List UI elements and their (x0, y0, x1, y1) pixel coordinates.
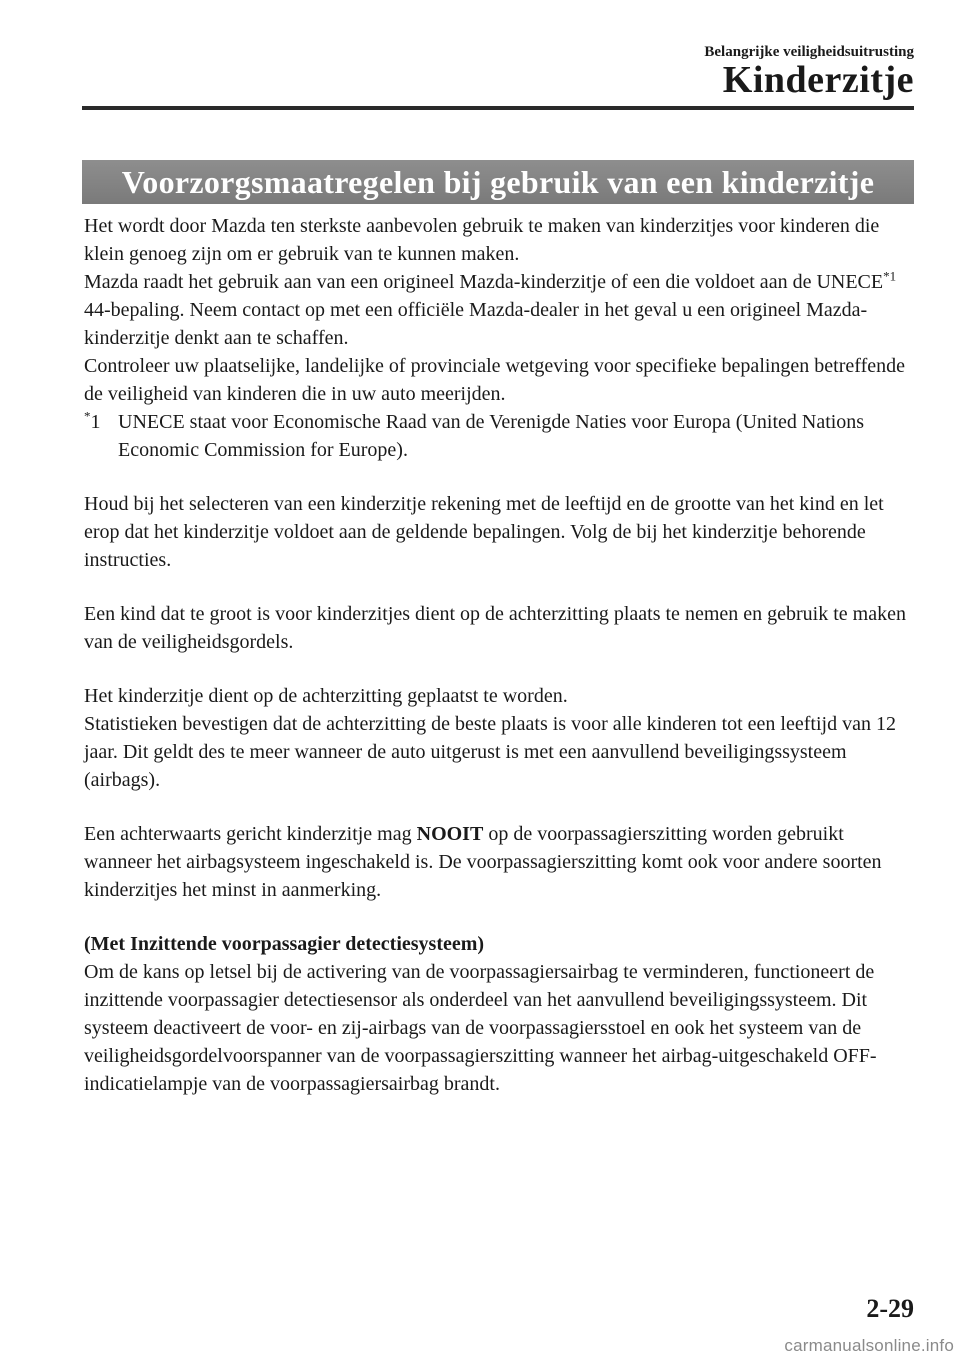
footnote-star: * (84, 408, 91, 424)
spacer (84, 464, 914, 490)
paragraph-rear-facing-warning (84, 820, 914, 904)
paragraph-original-seat-text-b: 44-bepaling. Neem contact op met een officiële Mazda-dealer in het geval u een origineel Mazda-kinderzitje denkt aan te schaffen. (84, 299, 868, 349)
header-divider (82, 106, 914, 110)
footnote-text: UNECE staat voor Economische Raad van de Verenigde Naties voor Europa (United Nations Economic Commission for Europe). (118, 411, 865, 461)
paragraph-large-child: Een kind dat te groot is voor kinderzitjes dient op de achterzitting plaats te nemen en gebruik te maken van de veiligheidsgordels. (84, 603, 906, 653)
watermark: carmanualsonline.info (784, 1336, 954, 1355)
header-title: Kinderzitje (722, 59, 914, 101)
footnote-reference: *1 (883, 268, 897, 284)
paragraph-original-seat (84, 268, 914, 352)
paragraph-detection-system: Om de kans op letsel bij de activering van de voorpassagiersairbag te verminderen, functioneert de inzittende voorpassagier detectiesensor als onderdeel van het aanvullend beveiligingssysteem. Dit systeem deactiveert de voor- en zij-airbags van de voorpassagiersstoel en ook het systeem van de veiligheidsgordelvoorspanner van de voorpassagierszitting wanneer het airbag-uitgeschakeld OFF-indicatielampje van de voorpassagiersairbag brandt. (84, 961, 877, 1095)
paragraph-legislation: Controleer uw plaatselijke, landelijke of provinciale wetgeving voor specifieke bepalingen betreffende de veiligheid van kinderen die in uw auto meerijden. (84, 355, 905, 405)
spacer (84, 904, 914, 930)
footnote-marker (84, 408, 101, 436)
paragraph-original-seat-text-a: Mazda raadt het gebruik aan van een origineel Mazda-kinderzitje of een die voldoet aan de UNECE (84, 271, 884, 293)
footnote-number: 1 (90, 411, 101, 433)
subheading-detection-system: (Met Inzittende voorpassagier detectiesysteem) (84, 933, 485, 955)
spacer (84, 574, 914, 600)
section-banner-title: Voorzorgsmaatregelen bij gebruik van een kinderzitje (121, 163, 875, 200)
section-banner (82, 160, 914, 204)
paragraph-rear-facing-text-b: op de voorpassagierszitting worden gebruikt wanneer het airbagsysteem ingeschakeld is. De voorpassagierszitting komt ook voor andere soorten kinderzitjes het minst in aanmerking. (84, 823, 882, 901)
spacer (84, 656, 914, 682)
paragraph-statistics: Statistieken bevestigen dat de achterzitting de beste plaats is voor alle kinderen tot een leeftijd van 12 jaar. Dit geldt des te meer wanneer de auto uitgerust is met een aanvullend beveiligingssysteem (airbags). (84, 713, 896, 791)
footnote (84, 408, 914, 464)
page-number: 2-29 (866, 1294, 914, 1323)
main-content (84, 212, 914, 1098)
paragraph-rear-seat: Het kinderzitje dient op de achterzitting geplaatst te worden. (84, 685, 568, 707)
paragraph-rear-facing-text-a: Een achterwaarts gericht kinderzitje mag (84, 823, 417, 845)
spacer (84, 794, 914, 820)
paragraph-selection: Houd bij het selecteren van een kinderzitje rekening met de leeftijd en de grootte van het kind en let erop dat het kinderzitje voldoet aan de geldende bepalingen. Volg de bij het kinderzitje behorende instructies. (84, 493, 884, 571)
header-section-label: Belangrijke veiligheidsuitrusting (704, 44, 914, 60)
paragraph-recommendation: Het wordt door Mazda ten sterkste aanbevolen gebruik te maken van kinderzitjes voor kinderen die klein genoeg zijn om er gebruik van te kunnen maken. (84, 215, 880, 265)
never-emphasis: NOOIT (416, 823, 484, 845)
